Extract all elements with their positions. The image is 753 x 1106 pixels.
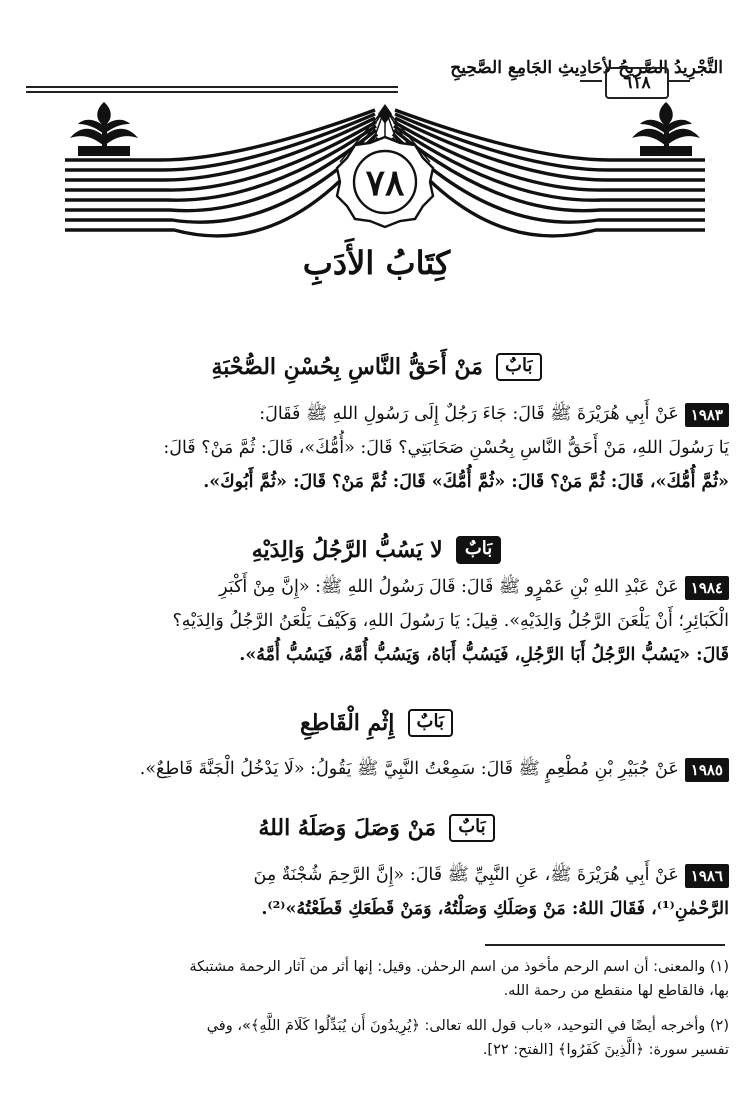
header-rule (26, 91, 398, 93)
footnote (24, 955, 729, 1003)
section-heading (20, 536, 733, 564)
section-title: إِثْمِ الْقَاطِعِ (300, 710, 395, 736)
footnote-rule (485, 944, 725, 946)
section-heading (20, 814, 733, 842)
section-title: مَنْ أَحَقُّ النَّاسِ بِحُسْنِ الصُّحْبَةِ (211, 354, 483, 380)
hadith-block (24, 570, 729, 672)
header-rule (26, 86, 398, 88)
tree-emblem-icon (632, 102, 700, 156)
footnote-line: تفسير سورة: ﴿الَّذِينَ كَفَرُوا﴾ [الفتح: ٢٢]. (482, 1042, 729, 1058)
hadith-line: الْكَبَائِرِ؛ أَنْ يَلْعَنَ الرَّجُلُ وَالِدَيْهِ». قِيلَ: يَا رَسُولَ اللهِ، وَكَيْفَ يَلْعَنُ الرَّجُلُ وَالِدَيْهِ؟ (172, 611, 729, 631)
footnote-line: بها، فالقاطع لها منقطع من رحمة الله. (503, 983, 729, 999)
hadith-line: عَنْ أَبِي هُرَيْرَةَ ﷺ قَالَ: جَاءَ رَجُلٌ إِلَى رَسُولِ اللهِ ﷺ فَقَالَ: (259, 404, 679, 424)
bab-badge: بَابٌ (456, 536, 501, 564)
page-number-dash (580, 80, 602, 82)
hadith-line: عَنْ جُبَيْرِ بْنِ مُطْعِمٍ ﷺ قَالَ: سَمِعْتُ النَّبِيَّ ﷺ يَقُولُ: «لَا يَدْخُلُ الْجَنَّةَ قَاطِعٌ». (139, 759, 679, 779)
hadith-number: ١٩٨٥ (685, 758, 729, 782)
footnote-line: (٢) وأخرجه أيضًا في التوحيد، «باب قول الله تعالى: ﴿يُرِيدُونَ أَن يُبَدِّلُوا كَلَامَ اللَّهِ﴾»، وفي (206, 1018, 729, 1034)
running-title: التَّجْرِيدُ الصَّرِيحُ لأحَادِيثِ الجَامِعِ الصَّحِيحِ (450, 58, 723, 78)
section-heading (20, 709, 733, 737)
book-title: كِتَابُ الأَدَبِ (302, 244, 451, 282)
page-number: ٦١٨ (605, 67, 669, 99)
hadith-number: ١٩٨٦ (685, 864, 729, 888)
hadith-number: ١٩٨٤ (685, 576, 729, 600)
footnote (24, 1014, 729, 1062)
hadith-line: عَنْ عَبْدِ اللهِ بْنِ عَمْرٍو ﷺ قَالَ: قَالَ رَسُولُ اللهِ ﷺ: «إِنَّ مِنْ أَكْبَرِ (219, 577, 679, 597)
footnote-line: (١) والمعنى: أن اسم الرحم مأخوذ من اسم الرحمٰن. وقيل: إنها أثر من آثار الرحمة مشتبكة (189, 959, 729, 975)
chapter-number: ٧٨ (365, 162, 405, 204)
bab-badge: بَابٌ (496, 353, 541, 381)
hadith-line: عَنْ أَبِي هُرَيْرَةَ ﷺ، عَنِ النَّبِيِّ ﷺ قَالَ: «إِنَّ الرَّحِمَ شُجْنَةٌ مِنَ (253, 865, 679, 885)
section-title: مَنْ وَصَلَ وَصَلَهُ اللهُ (258, 815, 437, 841)
hadith-line: «ثُمَّ أُمُّكَ»، قَالَ: ثُمَّ مَنْ؟ قَالَ: «ثُمَّ أُمُّكَ» قَالَ: ثُمَّ مَنْ؟ قَالَ: «ثُمَّ أَبُوكَ». (203, 472, 729, 492)
section-title: لا يَسُبُّ الرَّجُلُ وَالِدَيْهِ (251, 537, 443, 563)
hadith-block (24, 397, 729, 499)
hadith-line: الرَّحْمٰنِ⁽¹⁾، فَقَالَ اللهُ: مَنْ وَصَلَكِ وَصَلْتُهُ، وَمَنْ قَطَعَكِ قَطَعْتُهُ»⁽²⁾. (261, 899, 729, 919)
tree-emblem-icon (70, 102, 138, 156)
bab-badge: بَابٌ (449, 814, 494, 842)
hadith-line: قَالَ: «يَسُبُّ الرَّجُلُ أَبَا الرَّجُلِ، فَيَسُبُّ أَبَاهُ، وَيَسُبُّ أُمَّهُ، فَيَسُبُّ أُمَّهُ». (239, 645, 729, 665)
hadith-number: ١٩٨٣ (685, 403, 729, 427)
hadith-block (24, 858, 729, 926)
hadith-block (24, 752, 729, 786)
bab-badge: بَابٌ (408, 709, 453, 737)
page-number-dash (668, 80, 690, 82)
section-heading (20, 353, 733, 381)
hadith-line: يَا رَسُولَ اللهِ، مَنْ أَحَقُّ النَّاسِ بِحُسْنِ صَحَابَتِي؟ قَالَ: «أُمُّكَ»، قَالَ: ثُمَّ مَنْ؟ قَالَ: (163, 438, 729, 458)
